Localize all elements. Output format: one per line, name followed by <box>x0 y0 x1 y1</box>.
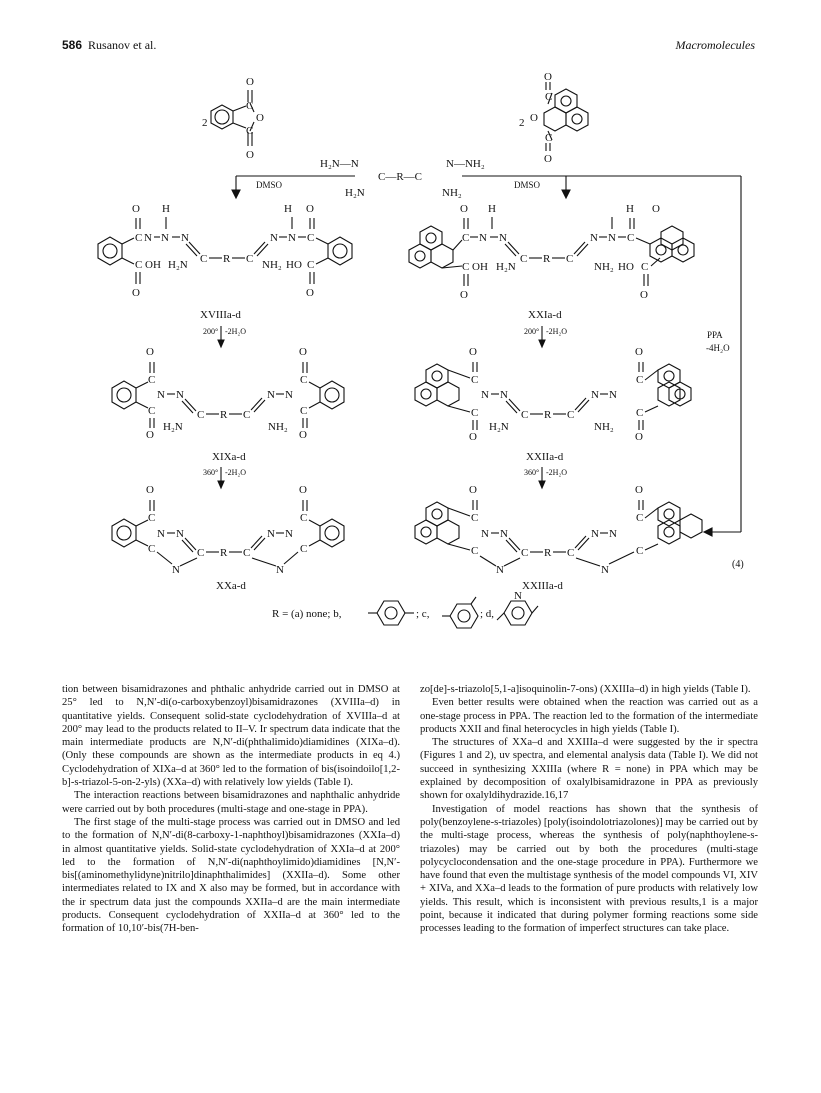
scheme-label: C <box>148 374 156 386</box>
scheme-label: C <box>197 409 205 421</box>
scheme-label: C <box>567 409 575 421</box>
scheme-label: R <box>220 547 228 559</box>
scheme-label: O <box>146 484 154 496</box>
equation-number: (4) <box>732 559 744 570</box>
scheme-label: O <box>256 112 264 124</box>
scheme-label: N <box>270 232 278 244</box>
scheme-label: N <box>601 564 609 576</box>
scheme-label: C <box>197 547 205 559</box>
scheme-label: C <box>521 547 529 559</box>
scheme-label: N—NH₂ <box>446 158 485 170</box>
authors: Rusanov et al. <box>88 38 157 52</box>
naphthalic-anhydride <box>519 71 588 165</box>
scheme-label: HO <box>286 259 302 271</box>
scheme-label: O <box>469 484 477 496</box>
scheme-label: DMSO <box>256 180 283 190</box>
scheme-label: H <box>162 203 170 215</box>
scheme-label: N <box>267 528 275 540</box>
scheme-label: C <box>200 253 208 265</box>
journal-name: Macromolecules <box>675 38 755 52</box>
scheme-label: 200° <box>203 327 219 336</box>
scheme-label: C <box>300 374 308 386</box>
scheme-label: N <box>276 564 284 576</box>
label-xviii: XVIIIa-d <box>200 309 241 321</box>
scheme-label: 360° <box>203 468 219 477</box>
scheme-label: C <box>636 407 644 419</box>
scheme-label: C <box>148 543 156 555</box>
scheme-label: C—R—C <box>378 171 423 183</box>
paragraph: The interaction reactions between bisamidrazones and naphthalic anhydride were carried out by both procedures (multi-stage and one-stage in PPA). <box>62 790 400 815</box>
scheme-label: NH₂ <box>268 421 288 433</box>
scheme-label: H₂N <box>168 259 188 271</box>
paragraph: The structures of XXa–d and XXIIIa–d were suggested by the ir spectra (Figures 1 and 2), uv spectra, and elemental analysis data (Table I). We did not succeed in synthesizing XXIIIa (where R = none) in PPA which may be explained by decomposition of oxalylbisamidrazone in PPA as previously shown for oxalyldihydrazide.16,17 <box>420 737 758 802</box>
scheme-label: N <box>285 528 293 540</box>
scheme-label: O <box>132 203 140 215</box>
scheme-label: R <box>220 409 228 421</box>
scheme-label: O <box>635 346 643 358</box>
label-xxiii: XXIIIa-d <box>522 580 563 592</box>
scheme-label: R = (a) none; b, <box>272 608 342 620</box>
scheme-label: N <box>176 389 184 401</box>
scheme-label: N <box>609 528 617 540</box>
scheme-label: ; d, <box>480 608 495 620</box>
label-xxii: XXIIa-d <box>526 451 564 463</box>
label-xix: XIXa-d <box>212 451 246 463</box>
scheme-label: C <box>246 125 254 137</box>
scheme-label: OH <box>472 261 488 273</box>
scheme-label: R <box>544 409 552 421</box>
scheme-label: C <box>471 512 479 524</box>
scheme-label: O <box>640 289 648 301</box>
scheme-label: O <box>146 346 154 358</box>
text-column-right <box>420 683 758 936</box>
scheme-label: C <box>636 512 644 524</box>
scheme-label: N <box>514 590 522 602</box>
scheme-label: N <box>609 389 617 401</box>
paragraph: The first stage of the multi-stage process was carried out in DMSO and led to the formation of N,N′-di(8-carboxy-1-naphthoyl)bisamidrazones (XXIa–d) in almost quantitative yields. Solid-state cyclodehydration of XXIa–d at 200° led to the formation of N,N′-di(naphthoylimido)diamidines [N,N′-bis[(aminomethylidyne)nitrilo]dinaphthalimides] (XXIIa–d). Some other intermediates related to IX and X also may be formed, but in accordance with the ir spectrum data just the compounds XXIIa–d are the main intermediate products. Consequent cyclodehydration of XXIIa–d at 360° led to the formation of 10,10′-bis(7H-ben- <box>62 816 400 935</box>
paragraph: zo[de]-s-triazolo[5,1-a]isoquinolin-7-ons) (XXIIIa–d) in high yields (Table I). <box>420 684 751 695</box>
scheme-label: C <box>243 547 251 559</box>
scheme-label: C <box>545 91 553 103</box>
scheme-label: C <box>243 409 251 421</box>
scheme-label: N <box>288 232 296 244</box>
scheme-label: C <box>641 261 649 273</box>
scheme-label: N <box>181 232 189 244</box>
scheme-label: N <box>479 232 487 244</box>
scheme-label: C <box>307 232 315 244</box>
coef-left: 2 <box>202 117 208 129</box>
scheme-label: H₂N <box>163 421 183 433</box>
paragraph: tion between bisamidrazones and phthalic anhydride carried out in DMSO at 25° led to N,N′-di(o-carboxybenzoyl)bisamidrazones (XVIIIa–d) in quantitative yields. Consequent solid-state cyclodehydration of XVIIIa–d at 200° may lead to the products related to II–V. Ir spectrum data indicate that the main intermediate products are N,N′-di(phthalimido)diamidines (XIXa–d). (Only these compounds are shown as the intermediate products in eq 4.) Cyclodehydration of XIXa–d at 360° led to the formation of bis(isoindoilo[1,2-b]-s-triazol-5-on-2-yls) (XXa–d) with relatively low yields (Table I). <box>62 684 400 789</box>
compound-xxi <box>409 203 694 347</box>
scheme-label: N <box>481 528 489 540</box>
scheme-label: C <box>246 253 254 265</box>
compound-xviii <box>98 203 352 347</box>
bisamidrazone <box>320 158 485 199</box>
scheme-label: O <box>146 429 154 441</box>
scheme-label: N <box>144 232 152 244</box>
scheme-label: H <box>488 203 496 215</box>
scheme-label: N <box>176 528 184 540</box>
scheme-label: C <box>471 407 479 419</box>
scheme-label: O <box>469 431 477 443</box>
text-column-left <box>62 683 400 936</box>
scheme-label: N <box>591 389 599 401</box>
scheme-label: 360° <box>524 468 540 477</box>
scheme-label: N <box>157 389 165 401</box>
scheme-label: -2H₂O <box>546 327 568 336</box>
scheme-label: H₂N <box>489 421 509 433</box>
scheme-label: O <box>299 346 307 358</box>
scheme-label: R <box>223 253 231 265</box>
scheme-label: O <box>306 203 314 215</box>
scheme-label: N <box>496 564 504 576</box>
scheme-label: C <box>148 512 156 524</box>
scheme-label: C <box>566 253 574 265</box>
scheme-label: H₂N <box>345 187 365 199</box>
page-number: 586 <box>62 38 83 52</box>
scheme-label: H₂N—N <box>320 158 359 170</box>
scheme-label: 200° <box>524 327 540 336</box>
r-definition <box>272 590 538 628</box>
compound-xx <box>112 484 344 592</box>
scheme-label: C <box>462 232 470 244</box>
paragraph: Investigation of model reactions has shown that the synthesis of poly(benzoylene-s-triazoles) [poly(isoindolotriazolones)] may be carried out by the multi-stage process, whereas the synthesis of poly(naphthoylene-s-triazoles) may be carried out by both the procedures (multi-stage polycyclocondensation and the one-stage procedure in PPA). Furthermore we have found that even the multistage synthesis of the model compounds VI, XIV + XIVa, and XXa–d leads to the formation of pure products with relatively low yields. This result, which is inconsistent with previous results,1 is a major point, because it indicated that during polymer forming reactions some side processes leading to the formation of imperfect structures can take place. <box>420 803 758 935</box>
scheme-label: C <box>521 409 529 421</box>
label-xx: XXa-d <box>216 580 246 592</box>
compound-xxii <box>415 346 691 488</box>
scheme-label: C <box>636 545 644 557</box>
scheme-label: C <box>567 547 575 559</box>
scheme-label: -2H₂O <box>225 468 247 477</box>
scheme-label: N <box>500 389 508 401</box>
scheme-label: O <box>246 149 254 161</box>
scheme-label: O <box>652 203 660 215</box>
scheme-label: N <box>500 528 508 540</box>
scheme-label: O <box>635 484 643 496</box>
scheme-label: C <box>148 405 156 417</box>
scheme-label: C <box>300 543 308 555</box>
scheme-label: C <box>636 374 644 386</box>
phthalic-anhydride <box>202 76 264 161</box>
scheme-label: NH₂ <box>442 187 462 199</box>
scheme-label: N <box>157 528 165 540</box>
scheme-label: R <box>543 253 551 265</box>
label-xxi: XXIa-d <box>528 309 562 321</box>
coef-right: 2 <box>519 117 525 129</box>
scheme-label: N <box>161 232 169 244</box>
scheme-label: O <box>460 289 468 301</box>
scheme-label: C <box>246 100 254 112</box>
scheme-label: -2H₂O <box>225 327 247 336</box>
atom-o: O <box>246 76 254 88</box>
ppa-label: PPA <box>707 330 723 340</box>
scheme-label: N <box>481 389 489 401</box>
scheme-label: N <box>267 389 275 401</box>
scheme-label: O <box>544 153 552 165</box>
scheme-label: NH₂ <box>594 261 614 273</box>
scheme-label: O <box>544 71 552 83</box>
scheme-label: C <box>471 374 479 386</box>
scheme-label: O <box>460 203 468 215</box>
scheme-label: NH₂ <box>594 421 614 433</box>
scheme-label: O <box>299 484 307 496</box>
scheme-label: H <box>284 203 292 215</box>
scheme-label: O <box>299 429 307 441</box>
scheme-label: N <box>591 528 599 540</box>
scheme-label: R <box>544 547 552 559</box>
scheme-label: -2H₂O <box>546 468 568 477</box>
paragraph: Even better results were obtained when the reaction was carried out as a one-stage process in PPA. The reaction led to the formation of the intermediate products XXII and final heterocycles in high yields (Table I). <box>420 697 758 735</box>
scheme-label: N <box>499 232 507 244</box>
scheme-label: C <box>471 545 479 557</box>
scheme-label: N <box>172 564 180 576</box>
scheme-label: H₂N <box>496 261 516 273</box>
compound-xxiii <box>415 484 744 592</box>
scheme-label: O <box>469 346 477 358</box>
scheme-label: -4H₂O <box>706 343 730 353</box>
scheme-label: DMSO <box>514 180 541 190</box>
scheme-label: O <box>635 431 643 443</box>
scheme-label: O <box>132 287 140 299</box>
scheme-label: C <box>307 259 315 271</box>
scheme-label: C <box>520 253 528 265</box>
scheme-label: C <box>300 405 308 417</box>
scheme-label: C <box>300 512 308 524</box>
scheme-label: C <box>462 261 470 273</box>
scheme-label: H <box>626 203 634 215</box>
compound-xix <box>112 346 344 488</box>
scheme-label: O <box>306 287 314 299</box>
scheme-label: C <box>545 132 553 144</box>
scheme-label: ; c, <box>416 608 430 620</box>
scheme-label: HO <box>618 261 634 273</box>
scheme-label: N <box>285 389 293 401</box>
scheme-label: C <box>135 259 143 271</box>
scheme-label: O <box>530 112 538 124</box>
scheme-label: N <box>590 232 598 244</box>
scheme-label: C <box>135 232 143 244</box>
scheme-label: NH₂ <box>262 259 282 271</box>
scheme-label: OH <box>145 259 161 271</box>
scheme-label: C <box>627 232 635 244</box>
scheme-label: N <box>608 232 616 244</box>
